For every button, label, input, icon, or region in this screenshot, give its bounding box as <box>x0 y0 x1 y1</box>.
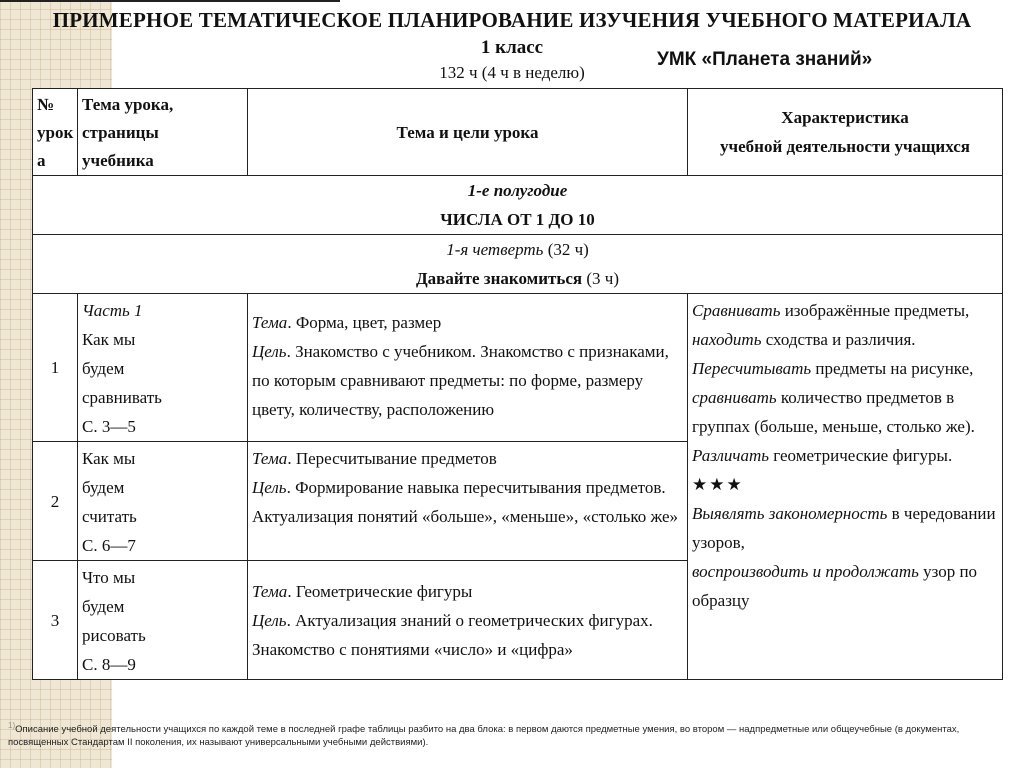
lesson-goals: Тема. Геометрические фигуры Цель. Актуализация знаний о геометрических фигурах. Знакомство с понятиями «число» и «цифра» <box>248 561 688 680</box>
lesson-goals: Тема. Форма, цвет, размер Цель. Знакомство с учебником. Знакомство с признаками, по которым сравнивают предметы: по форме, размеру цвету, количеству, расположению <box>248 294 688 442</box>
footnote-mark: 1) <box>8 721 16 730</box>
footnote-text: Описание учебной деятельности учащихся по каждой теме в последней графе таблицы разбито на два блока: в первом даются предметные умения, во втором — надпредметные или общеучебные (в документах, посвященных Стандартам II поколения, их называют универсальными учебными действиями). <box>8 724 960 749</box>
lesson-number: 1 <box>33 294 78 442</box>
semester-label: 1-е полугодие <box>467 181 568 200</box>
lesson-number: 2 <box>33 442 78 561</box>
col-header-number: № урок а <box>33 89 78 176</box>
stars-separator: ★★★ <box>692 475 744 494</box>
planning-table <box>32 88 1003 680</box>
col-header-topic: Тема урока, страницы учебника <box>78 89 248 176</box>
col-header-activity: Характеристика учебной деятельности учащихся <box>688 89 1003 176</box>
table-row <box>33 294 1003 442</box>
umk-label: УМК «Планета знаний» <box>657 49 873 70</box>
quarter-row <box>33 235 1003 294</box>
page-title: ПРИМЕРНОЕ ТЕМАТИЧЕСКОЕ ПЛАНИРОВАНИЕ ИЗУЧЕНИЯ УЧЕБНОГО МАТЕРИАЛА <box>52 8 972 32</box>
section-title: ЧИСЛА ОТ 1 ДО 10 <box>440 210 595 229</box>
lesson-topic: Часть 1 Как мы будем сравнивать С. 3—5 <box>78 294 248 442</box>
top-rule <box>0 0 340 2</box>
lesson-goals: Тема. Пересчитывание предметов Цель. Формирование навыка пересчитывания предметов. Актуализация понятий «больше», «меньше», «столько же» <box>248 442 688 561</box>
activity-description: Сравнивать изображённые предметы, находить сходства и различия. Пересчитывать предметы на рисунке, сравнивать количество предметов в группах (больше, меньше, столько же). Различать геометрические фигуры. ★★★ Выявлять закономерность в чередовании узоров, воспроизводить и продолжать узор по образцу <box>688 294 1003 680</box>
unit-title: Давайте знакомиться (3 ч) <box>415 269 620 288</box>
table-header-row <box>33 89 1003 176</box>
grade-label: 1 класс <box>480 37 544 58</box>
semester-row <box>33 176 1003 235</box>
footnote <box>8 719 1018 749</box>
lesson-topic: Как мы будем считать С. 6—7 <box>78 442 248 561</box>
hours-label: 132 ч (4 ч в неделю) <box>439 63 585 82</box>
lesson-topic: Что мы будем рисовать С. 8—9 <box>78 561 248 680</box>
lesson-number: 3 <box>33 561 78 680</box>
quarter-label: 1-я четверть (32 ч) <box>446 240 589 259</box>
col-header-goals: Тема и цели урока <box>248 89 688 176</box>
